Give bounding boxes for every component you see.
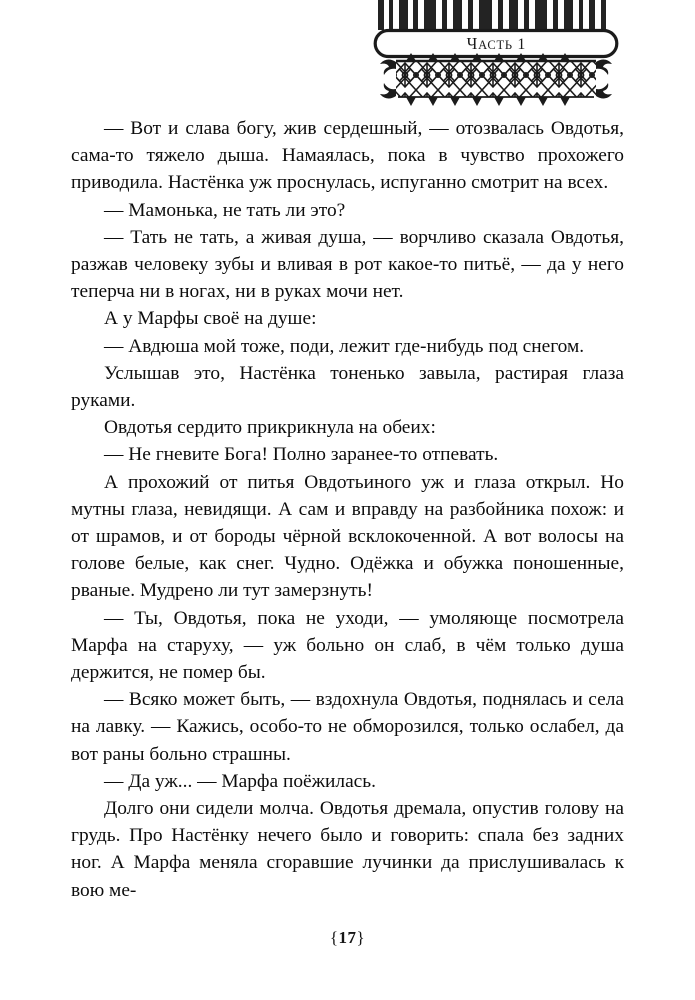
paragraph: А прохожий от питья Овдотьиного уж и глаза открыл. Но мутны глаза, невидящи. А сам и вправду на разбойника похож: и от шрамов, и от бороды чёрной всклокоченной. А вот волосы на голове белые, как снег. Чудно. Одёжка и обужка поношенные, рваные. Мудрено ли тут замерзнуть!	[71, 471, 624, 602]
ornament-lace-band	[396, 53, 596, 106]
paragraph: — Мамонька, не тать ли это?	[104, 199, 346, 221]
paragraph: — Всяко может быть, — вздохнула Овдотья, поднялась и села на лавку. — Кажись, особо-то не обморозился, только ослабел, да вот раны больно страшны.	[71, 689, 624, 765]
folio-close-brace: }	[356, 928, 366, 947]
paragraph: — Авдюша мой тоже, поди, лежит где-нибудь под снегом.	[104, 335, 585, 357]
paragraph: — Тать не тать, а живая душа, — ворчливо сказала Овдотья, разжав человеку зубы и вливая в рот какое-то питьё, — да у него теперча ни в ногах, ни в руках мочи нет.	[71, 226, 624, 303]
paragraph: Услышав это, Настёнка тоненько завыла, растирая глаза руками.	[71, 362, 624, 412]
chapter-banner-plate	[375, 31, 617, 57]
chapter-label-first-letter: Ч	[466, 34, 479, 53]
folio-number: 17	[338, 928, 357, 947]
paragraph: — Да уж... — Марфа поёжилась.	[104, 770, 376, 792]
page-number-folio	[0, 928, 695, 948]
paragraph: — Вот и слава богу, жив сердешный, — отозвалась Овдотья, сама-то тяжело дыша. Намаялась, пока в чувство прохожего приводила. Настёнка уж проснулась, испуганно смотрит на всех.	[71, 118, 624, 194]
paragraph: — Ты, Овдотья, пока не уходи, — умоляюще посмотрела Марфа на старуху, — уж больно он слаб, в чём только душа держится, не помер бы.	[71, 607, 624, 684]
paragraph: — Не гневите Бога! Полно заранее-то отпевать.	[104, 444, 499, 466]
paragraph: Долго они сидели молча. Овдотья дремала, опустив голову на грудь. Про Настёнку нечего было и говорить: спала без задних ног. А Марфа меняла сгоравшие лучинки да прислушивалась к вою ме-	[71, 798, 624, 901]
folio-open-brace: {	[329, 928, 339, 947]
paragraph: А у Марфы своё на душе:	[104, 308, 317, 330]
chapter-banner-ornament	[372, 0, 620, 112]
ornament-picket-bars	[378, 0, 606, 30]
page-body-text	[71, 115, 624, 904]
chapter-label-rest: АСТЬ	[478, 38, 513, 52]
paragraph: Овдотья сердито прикрикнула на обеих:	[104, 417, 436, 439]
chapter-number: 1	[517, 36, 526, 53]
